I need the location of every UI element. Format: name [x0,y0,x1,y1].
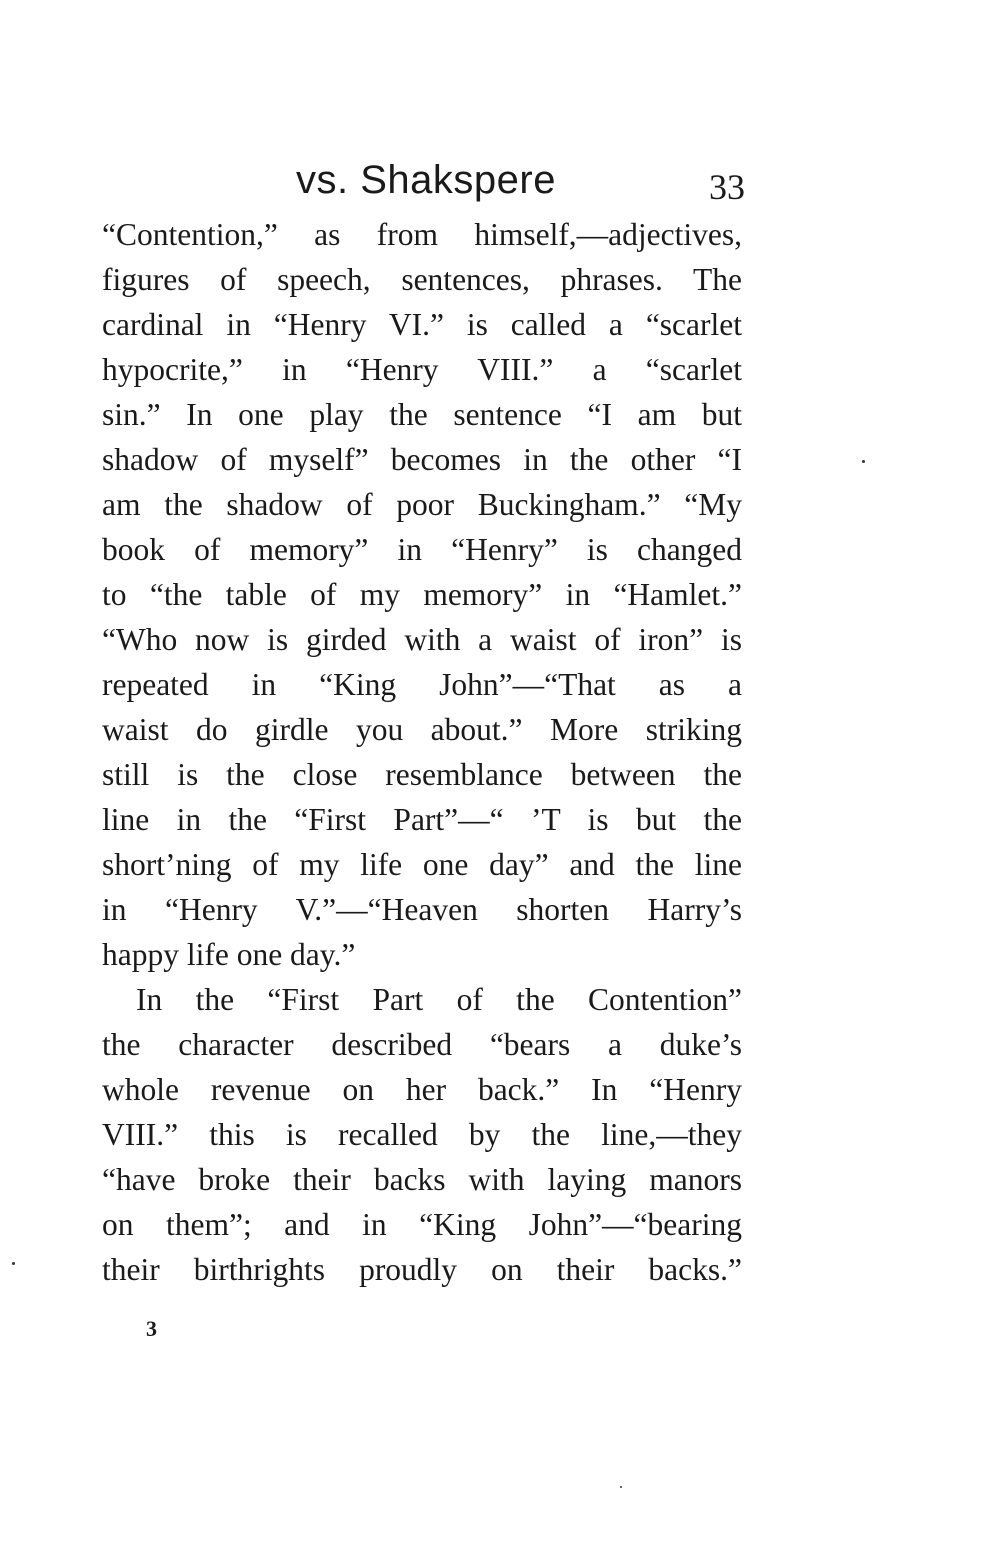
signature-mark: 3 [146,1316,157,1341]
paragraph-end-line: happy life one day.” [102,937,356,972]
text-line: whole revenue on her back.” In “Henry [102,1072,742,1107]
scan-speck [12,1262,15,1265]
text-line: “Who now is girded with a waist of iron” is [102,622,742,657]
text-line: cardinal in “Henry VI.” is called a “scarlet [102,307,742,342]
scan-speck [862,460,865,463]
text-line: VIII.” this is recalled by the line,—they [102,1117,742,1152]
running-head [100,158,745,218]
text-line: hypocrite,” in “Henry VIII.” a “scarlet [102,352,742,387]
paragraph-start-line: In the “First Part of the Contention” [136,982,742,1017]
text-line: still is the close resemblance between the [102,757,742,792]
text-line: their birthrights proudly on their backs.” [102,1252,742,1287]
text-line: to “the table of my memory” in “Hamlet.” [102,577,742,612]
text-line: sin.” In one play the sentence “I am but [102,397,742,432]
text-line: “have broke their backs with laying manors [102,1162,742,1197]
body-text [102,212,742,1292]
text-line: waist do girdle you about.” More striking [102,712,742,747]
running-title: vs. Shakspere [296,158,556,202]
page-number: 33 [709,167,745,207]
text-line: repeated in “King John”—“That as a [102,667,742,702]
text-line: shadow of myself” becomes in the other “I [102,442,742,477]
text-line: book of memory” in “Henry” is changed [102,532,742,567]
text-line: on them”; and in “King John”—“bearing [102,1207,742,1242]
text-line: the character described “bears a duke’s [102,1027,742,1062]
text-line: figures of speech, sentences, phrases. The [102,262,742,297]
text-line: in “Henry V.”—“Heaven shorten Harry’s [102,892,742,927]
text-line: am the shadow of poor Buckingham.” “My [102,487,742,522]
text-line: “Contention,” as from himself,—adjectives, [102,217,742,252]
scan-speck [620,1486,622,1488]
text-line: line in the “First Part”—“ ’T is but the [102,802,742,837]
text-line: short’ning of my life one day” and the line [102,847,742,882]
